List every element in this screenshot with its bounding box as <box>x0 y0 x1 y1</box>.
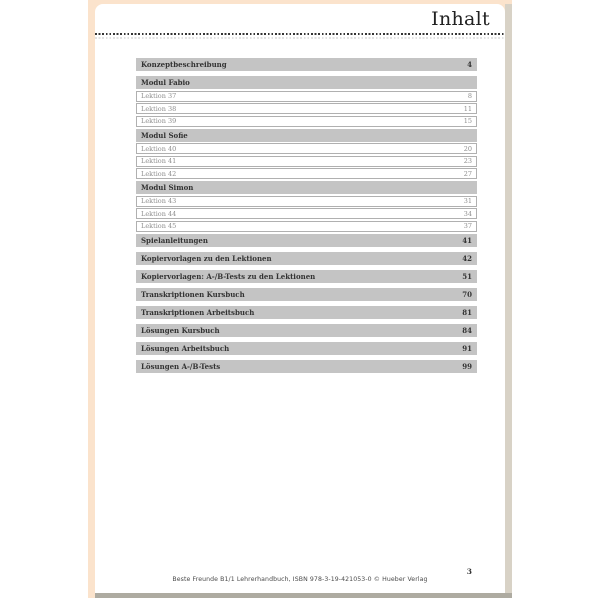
toc-row-transkriptionen-kursbuch <box>136 288 477 301</box>
toc-row-modul-sofie <box>136 129 477 142</box>
page-shadow-bottom <box>95 593 512 598</box>
toc-row-page: 91 <box>462 343 472 353</box>
toc-row-page: 15 <box>463 117 472 125</box>
toc-row-page: 20 <box>463 144 472 153</box>
toc-row-label: Transkriptionen Arbeitsbuch <box>141 307 255 317</box>
toc-row-lektion-45 <box>136 221 477 232</box>
toc-row-page: 70 <box>462 289 472 299</box>
scan-background <box>88 0 512 598</box>
toc-row-page: 23 <box>463 157 472 165</box>
toc-row-label: Modul Sofie <box>141 130 188 140</box>
toc-row-label: Lektion 37 <box>141 92 177 100</box>
toc-row-label: Spielanleitungen <box>141 235 208 245</box>
toc-row-page: 11 <box>463 104 472 113</box>
toc-row-page: 41 <box>462 235 472 245</box>
toc-row-page: 31 <box>463 197 472 205</box>
toc-row-lektion-42 <box>136 168 477 179</box>
toc-row-konzeptbeschreibung <box>136 58 477 71</box>
toc-row-lektion-38 <box>136 103 477 114</box>
toc-row-page: 99 <box>462 361 472 371</box>
toc-row-page: 42 <box>462 253 472 263</box>
toc-row-loesungen-ab-tests <box>136 360 477 373</box>
toc-row-label: Lösungen A-/B-Tests <box>141 361 221 371</box>
toc-row-page: 34 <box>463 209 472 218</box>
dotted-rule <box>95 33 505 35</box>
toc-row-label: Lektion 43 <box>141 197 177 205</box>
toc-row-label: Kopiervorlagen zu den Lektionen <box>141 253 272 263</box>
dotted-rule-echo <box>95 37 505 39</box>
toc-row-lektion-40 <box>136 143 477 154</box>
toc-row-lektion-39 <box>136 116 477 127</box>
toc-row-label: Modul Simon <box>141 183 194 192</box>
book-page <box>95 4 505 593</box>
footer-imprint: Beste Freunde B1/1 Lehrerhandbuch, ISBN 978-3-19-421053-0 © Hueber Verlag <box>172 576 428 583</box>
page-number: 3 <box>466 567 472 576</box>
toc-row-lektion-44 <box>136 208 477 219</box>
toc-row-label: Kopiervorlagen: A-/B-Tests zu den Lektionen <box>141 271 316 281</box>
toc-row-label: Lektion 44 <box>141 209 177 218</box>
toc-row-page: 51 <box>462 271 472 281</box>
toc-row-kopiervorlagen-ab-tests <box>136 270 477 283</box>
toc-row-label: Modul Fabio <box>141 78 190 87</box>
toc-row-lektion-43 <box>136 196 477 207</box>
toc-row-label: Lösungen Kursbuch <box>141 325 220 335</box>
toc-row-page: 8 <box>467 92 472 100</box>
toc-row-kopiervorlagen-lektionen <box>136 252 477 265</box>
toc-row-lektion-41 <box>136 156 477 167</box>
toc-row-modul-simon <box>136 181 477 194</box>
table-of-contents <box>136 58 477 373</box>
toc-row-page: 27 <box>463 169 472 178</box>
toc-row-label: Transkriptionen Kursbuch <box>141 289 245 299</box>
toc-row-spielanleitungen <box>136 234 477 247</box>
toc-row-label: Konzeptbeschreibung <box>141 60 227 69</box>
toc-row-transkriptionen-arbeitsbuch <box>136 306 477 319</box>
toc-row-label: Lösungen Arbeitsbuch <box>141 343 230 353</box>
toc-row-label: Lektion 38 <box>141 104 177 113</box>
page-title: Inhalt <box>431 8 490 30</box>
page-shadow-right <box>505 4 512 593</box>
toc-row-page: 81 <box>462 307 472 317</box>
toc-row-label: Lektion 39 <box>141 117 177 125</box>
toc-row-page: 84 <box>462 325 472 335</box>
toc-row-label: Lektion 42 <box>141 169 177 178</box>
toc-row-label: Lektion 45 <box>141 222 177 230</box>
toc-row-page: 4 <box>467 60 472 69</box>
toc-row-lektion-37 <box>136 91 477 102</box>
toc-row-loesungen-arbeitsbuch <box>136 342 477 355</box>
toc-row-label: Lektion 41 <box>141 157 177 165</box>
toc-row-page: 37 <box>463 222 472 230</box>
toc-row-loesungen-kursbuch <box>136 324 477 337</box>
toc-row-modul-fabio <box>136 76 477 89</box>
toc-row-label: Lektion 40 <box>141 144 177 153</box>
